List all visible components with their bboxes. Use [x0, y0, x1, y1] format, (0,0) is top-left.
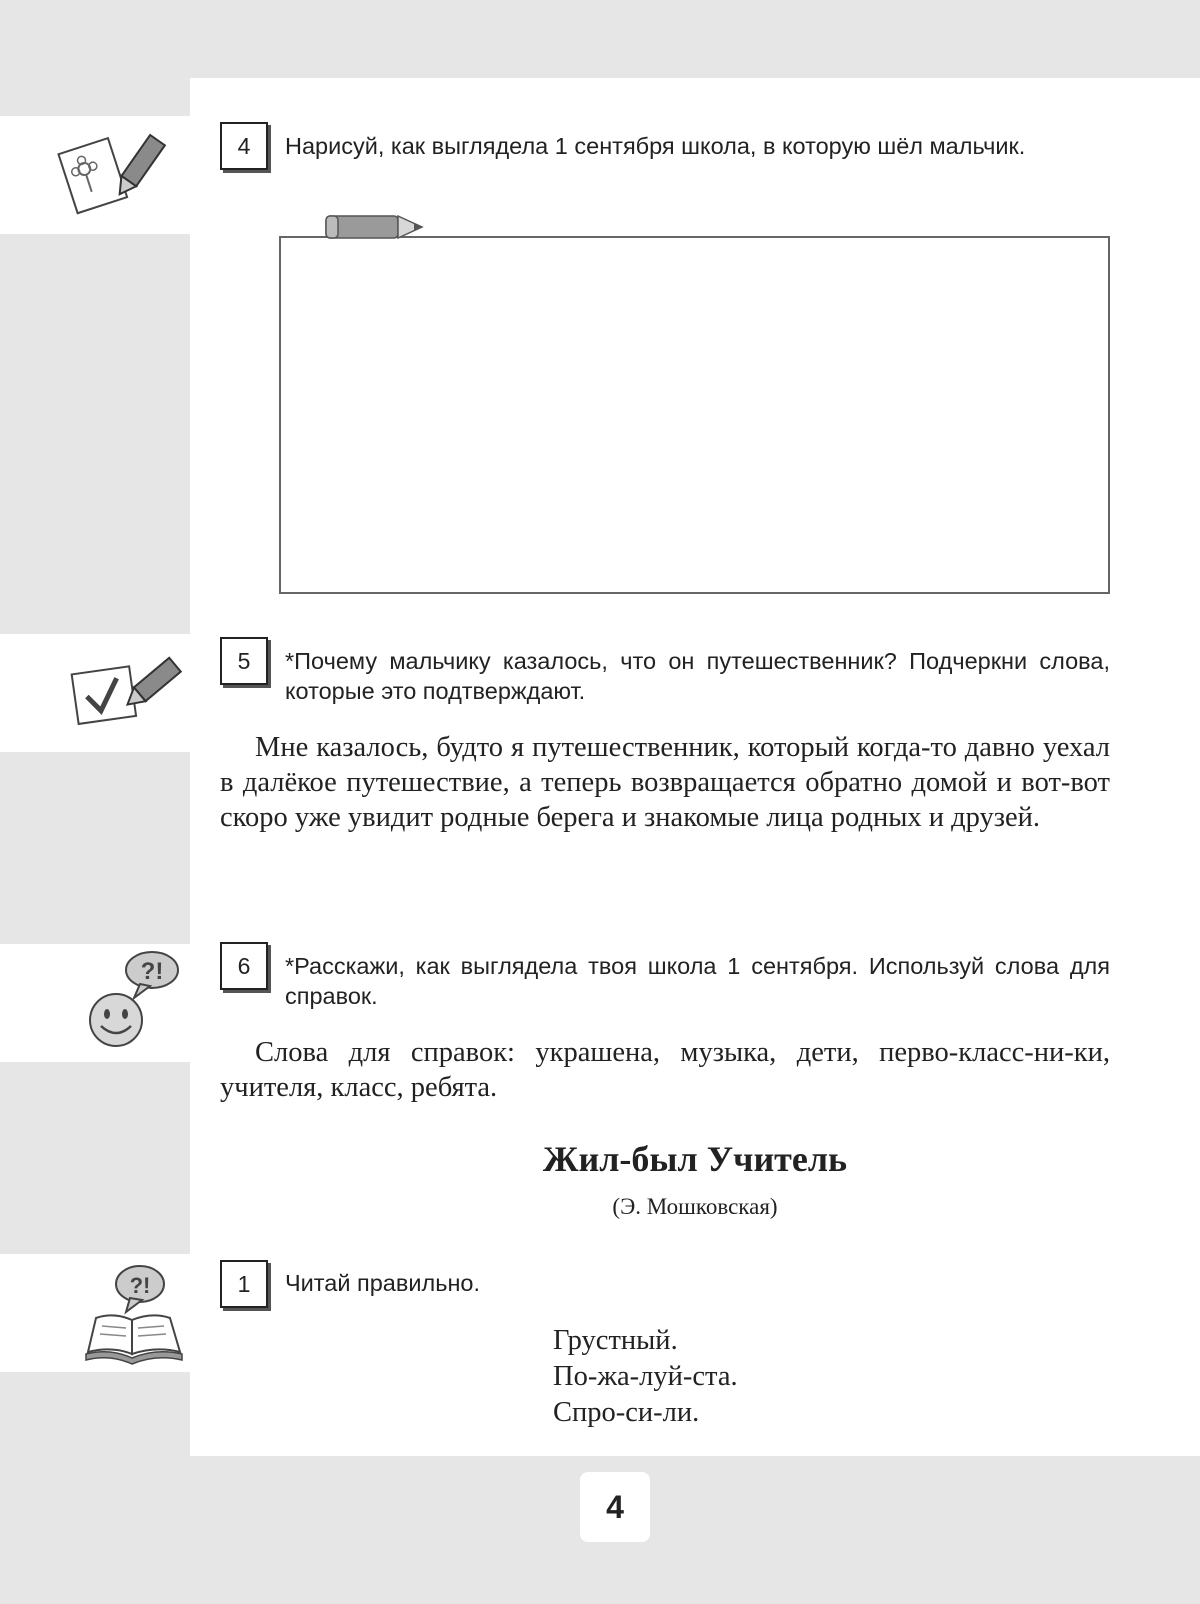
word-list-item: Спро-си-ли.: [553, 1397, 700, 1428]
word-list-item: Грустный.: [553, 1325, 678, 1356]
checkmark-pencil-icon: [0, 634, 190, 752]
reading-word-list: [553, 1323, 738, 1431]
task-number-6: 6: [220, 942, 268, 990]
task-number-1: 1: [220, 1260, 268, 1308]
task-4-instruction: Нарисуй, как выглядела 1 сентября школа, в которую шёл мальчик.: [285, 133, 1026, 159]
smiley-question-icon: [0, 944, 190, 1062]
task-number-5: 5: [220, 637, 268, 685]
task-5-instruction: *Почему мальчику казалось, что он путешественник? Подчеркни слова, которые это подтверждают.: [285, 648, 1110, 704]
reading-passage: Мне казалось, будто я путешественник, который когда-то давно уехал в далёкое путешествие, а теперь возвращается обратно домой и вот-вот скоро уже увидит родные берега и знакомые лица родных и друзей.: [220, 732, 1110, 833]
word-list-item: По-жа-луй-ста.: [553, 1361, 738, 1392]
task-number-4: 4: [220, 122, 268, 170]
task-6-instruction: *Расскажи, как выглядела твоя школа 1 сентября. Используй слова для справок.: [285, 953, 1110, 1009]
drawing-icon: [0, 116, 190, 234]
svg-text:?!: ?!: [140, 958, 164, 985]
svg-text:?!: ?!: [129, 1273, 151, 1298]
task-1-instruction: Читай правильно.: [285, 1270, 481, 1296]
open-book-question-icon: [0, 1254, 190, 1372]
help-words: Слова для справок: украшена, музыка, дети, перво-класс-ни-ки, учителя, класс, ребята.: [220, 1037, 1110, 1103]
drawing-area[interactable]: [279, 236, 1110, 594]
story-author: (Э. Мошковская): [612, 1194, 778, 1219]
story-title: Жил-был Учитель: [542, 1139, 848, 1179]
pencil-icon: [322, 210, 426, 246]
page-number: 4: [580, 1472, 650, 1542]
